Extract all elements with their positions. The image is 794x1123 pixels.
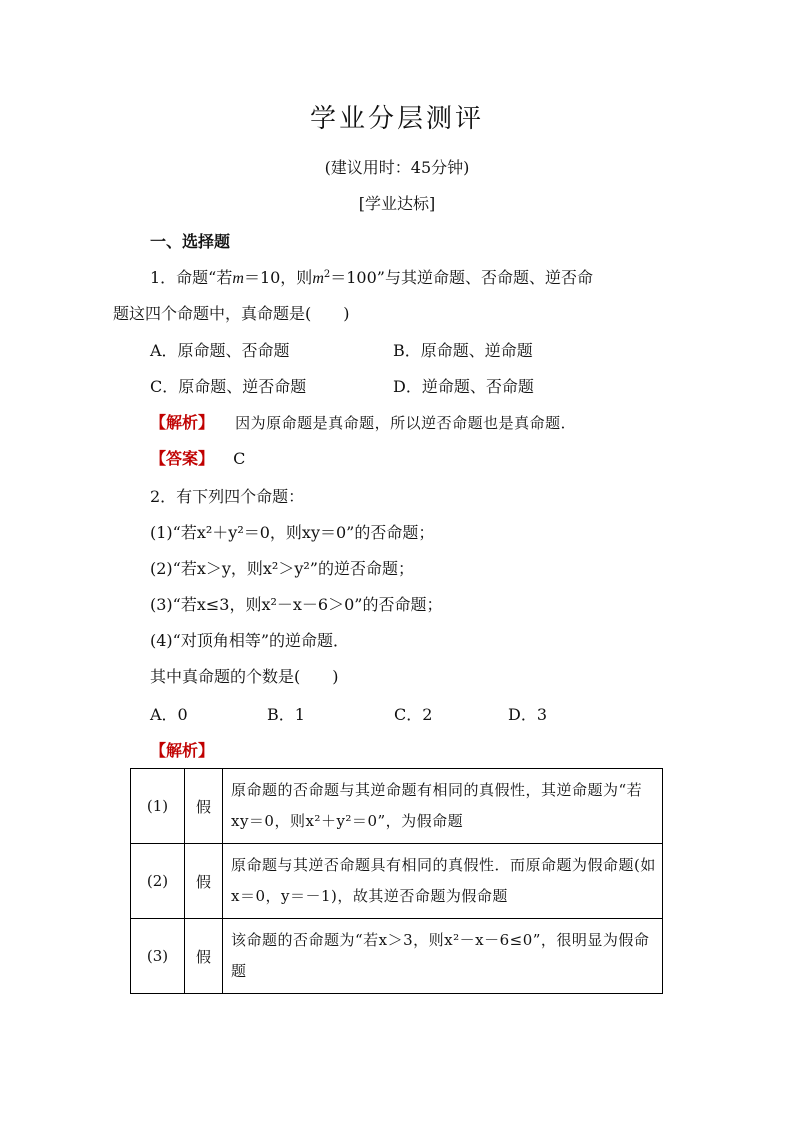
q2-analysis-label: 【解析】	[150, 741, 215, 760]
row-explanation: 该命题的否命题为“若x＞3，则x²－x－6≤0”，很明显为假命题	[223, 919, 663, 994]
table-row	[131, 844, 663, 919]
q1-option-a: A．原命题、否命题	[150, 341, 290, 360]
truth-value: 假	[185, 844, 223, 919]
q2-proposition-1: (1)“若x²＋y²＝0，则xy＝0”的否命题；	[150, 523, 435, 542]
section-heading: 一、选择题	[150, 232, 231, 251]
truth-value: 假	[185, 919, 223, 994]
analysis-label: 【解析】	[150, 413, 215, 432]
q2-option-b: B．1	[267, 705, 305, 724]
q2-question: 其中真命题的个数是( )	[150, 667, 339, 686]
row-number: (2)	[131, 844, 185, 919]
analysis-text: 因为原命题是真命题，所以逆否命题也是真命题．	[235, 414, 577, 432]
q1-option-b: B．原命题、逆命题	[393, 341, 533, 360]
row-number: (3)	[131, 919, 185, 994]
q2-option-d: D．3	[508, 705, 548, 724]
truth-value: 假	[185, 769, 223, 844]
var-m: m	[232, 270, 244, 287]
analysis-table	[130, 768, 663, 994]
answer-value: C	[233, 449, 246, 468]
table-row	[131, 919, 663, 994]
q2-proposition-4: (4)“对顶角相等”的逆命题．	[150, 631, 350, 650]
q2-proposition-2: (2)“若x＞y，则x²＞y²”的逆否命题；	[150, 559, 414, 578]
q1-analysis	[150, 410, 576, 433]
row-explanation: 原命题与其逆否命题具有相同的真假性．而原命题为假命题(如x＝0，y＝－1)，故其逆否命题为假命题	[223, 844, 663, 919]
q2-stem: 2．有下列四个命题：	[150, 487, 305, 506]
q1-answer	[150, 446, 245, 469]
row-number: (1)	[131, 769, 185, 844]
q1-option-c: C．原命题、逆否命题	[150, 377, 307, 396]
q2-proposition-3: (3)“若x≤3，则x²－x－6＞0”的否命题；	[150, 595, 443, 614]
q1-option-d: D．逆命题、否命题	[393, 377, 534, 396]
q1-line1: 1．命题“若m＝10，则$m^2=100$”与其逆命题、否命题、逆否命	[150, 268, 593, 287]
suggested-time: (建议用时：45分钟)	[324, 158, 470, 177]
page-title: 学业分层测评	[309, 104, 484, 134]
row-explanation: 原命题的否命题与其逆命题有相同的真假性，其逆命题为“若xy＝0，则x²＋y²＝0”，为假命题	[223, 769, 663, 844]
level-tag: [学业达标]	[358, 194, 436, 213]
q2-option-a: A．0	[150, 705, 188, 724]
table-row	[131, 769, 663, 844]
q1-line2: 题这四个命题中，真命题是( )	[113, 304, 350, 323]
answer-label: 【答案】	[150, 449, 215, 468]
q2-option-c: C．2	[394, 705, 433, 724]
